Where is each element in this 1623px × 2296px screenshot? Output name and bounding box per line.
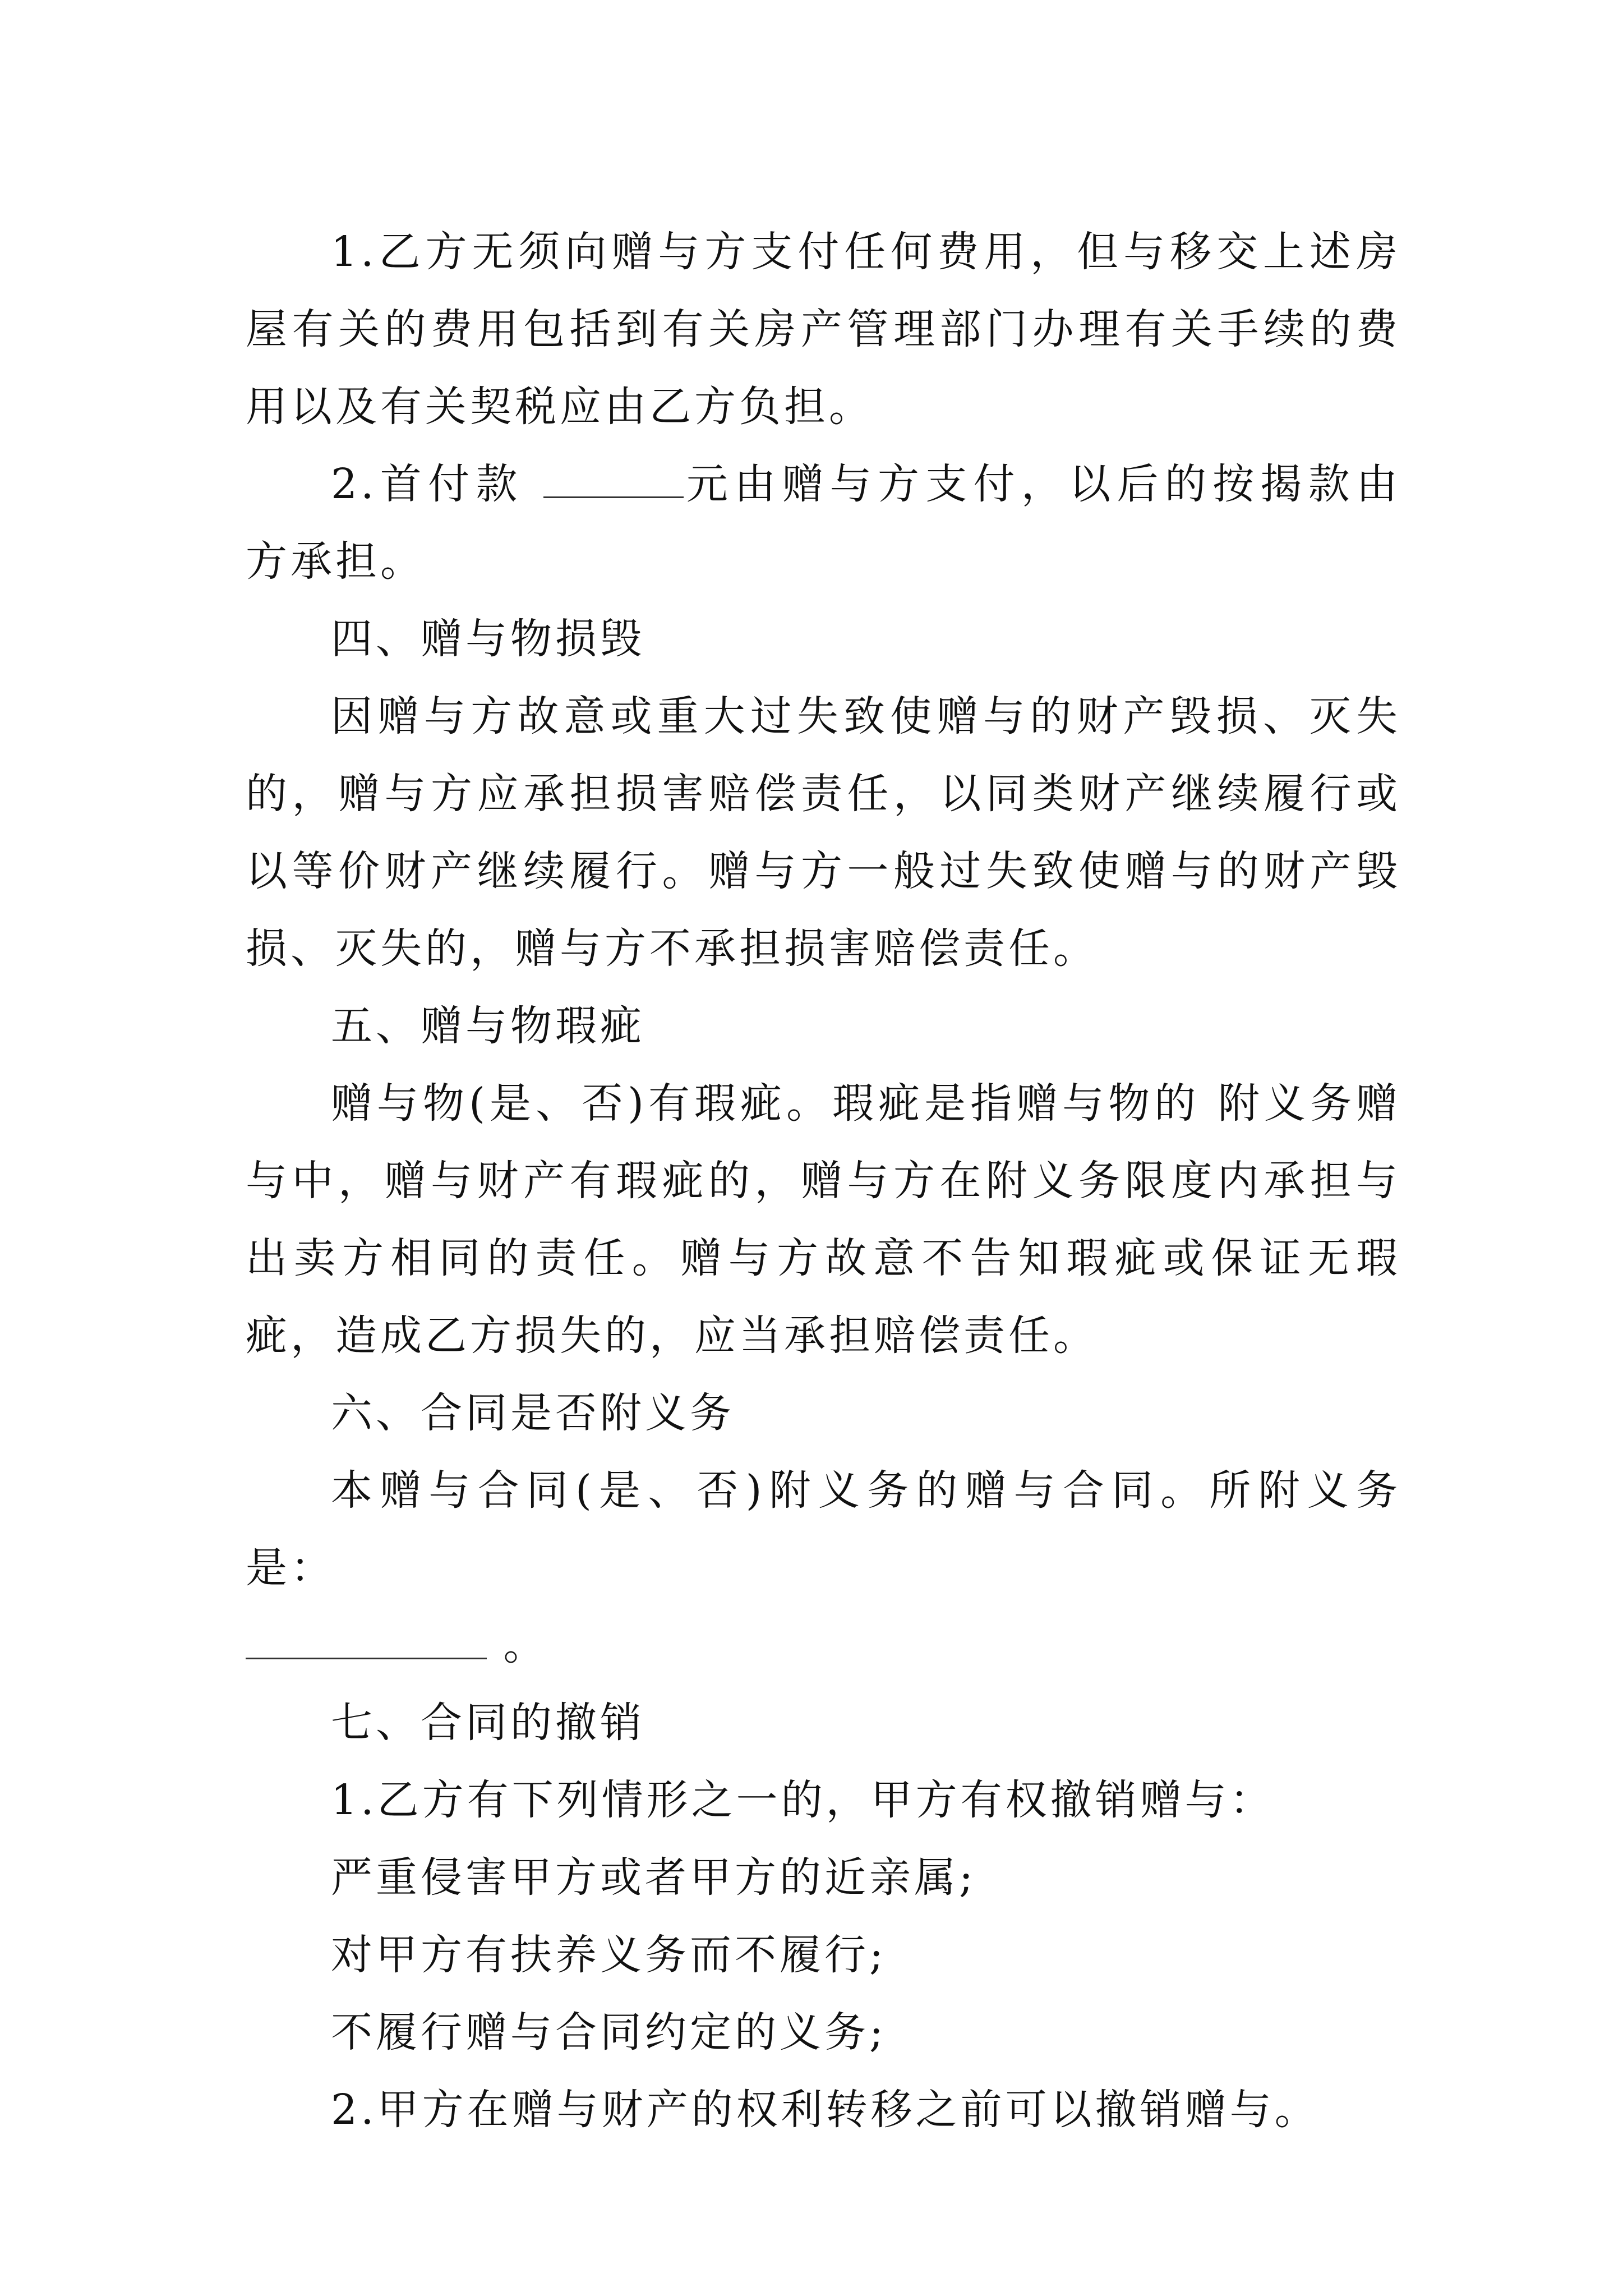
section6-body: 本赠与合同(是、否)附义务的赠与合同。所附义务是：: [246, 1466, 1401, 1592]
section5-body: 赠与物(是、否)有瑕疵。瑕疵是指赠与物的 附义务赠与中，赠与财产有瑕疵的，赠与方在附义务限度内承担与出卖方相同的责任。赠与方故意不告知瑕疵或保证无瑕疵，造成乙方损失的，应当承担赔偿责任。: [246, 1079, 1401, 1360]
section3-item2: [246, 445, 1418, 600]
obligation-blank: [246, 1624, 487, 1659]
section3-item2-suffix: 元由赠与方支付，以后的按揭款由 方承担。: [246, 460, 1418, 586]
section7-case-2: 对甲方有扶养义务而不履行;: [331, 1931, 887, 1979]
section4-heading: 四、赠与物损毁: [331, 615, 645, 663]
section7-heading: 七、合同的撤销: [331, 1699, 645, 1747]
section6-obligation-line: [246, 1607, 1401, 1684]
section7-item2: 2.甲方在赠与财产的权利转移之前可以撤销赠与。: [331, 2086, 1320, 2134]
section6-tail: 。: [487, 1621, 548, 1669]
section3-item2-prefix: 2.首付款: [331, 460, 543, 508]
section4-body: 因赠与方故意或重大过失致使赠与的财产毁损、灭失的，赠与方应承担损害赔偿责任，以同类财产继续履行或以等价财产继续履行。赠与方一般过失致使赠与的财产毁损、灭失的，赠与方不承担损害赔偿责任。: [246, 692, 1401, 973]
document-page: [246, 213, 1418, 2148]
section7-case-3: 不履行赠与合同约定的义务;: [331, 2008, 887, 2056]
down-payment-blank: [543, 463, 684, 498]
section3-item1: 1.乙方无须向赠与方支付任何费用，但与移交上述房屋有关的费用包括到有关房产管理部门办理有关手续的费用以及有关契税应由乙方负担。: [246, 228, 1401, 431]
section7-case-1: 严重侵害甲方或者甲方的近亲属;: [331, 1853, 976, 1902]
section6-heading: 六、合同是否附义务: [331, 1389, 735, 1437]
section7-item1: 1.乙方有下列情形之一的，甲方有权撤销赠与：: [331, 1776, 1275, 1824]
section5-heading: 五、赠与物瑕疵: [331, 1002, 645, 1050]
